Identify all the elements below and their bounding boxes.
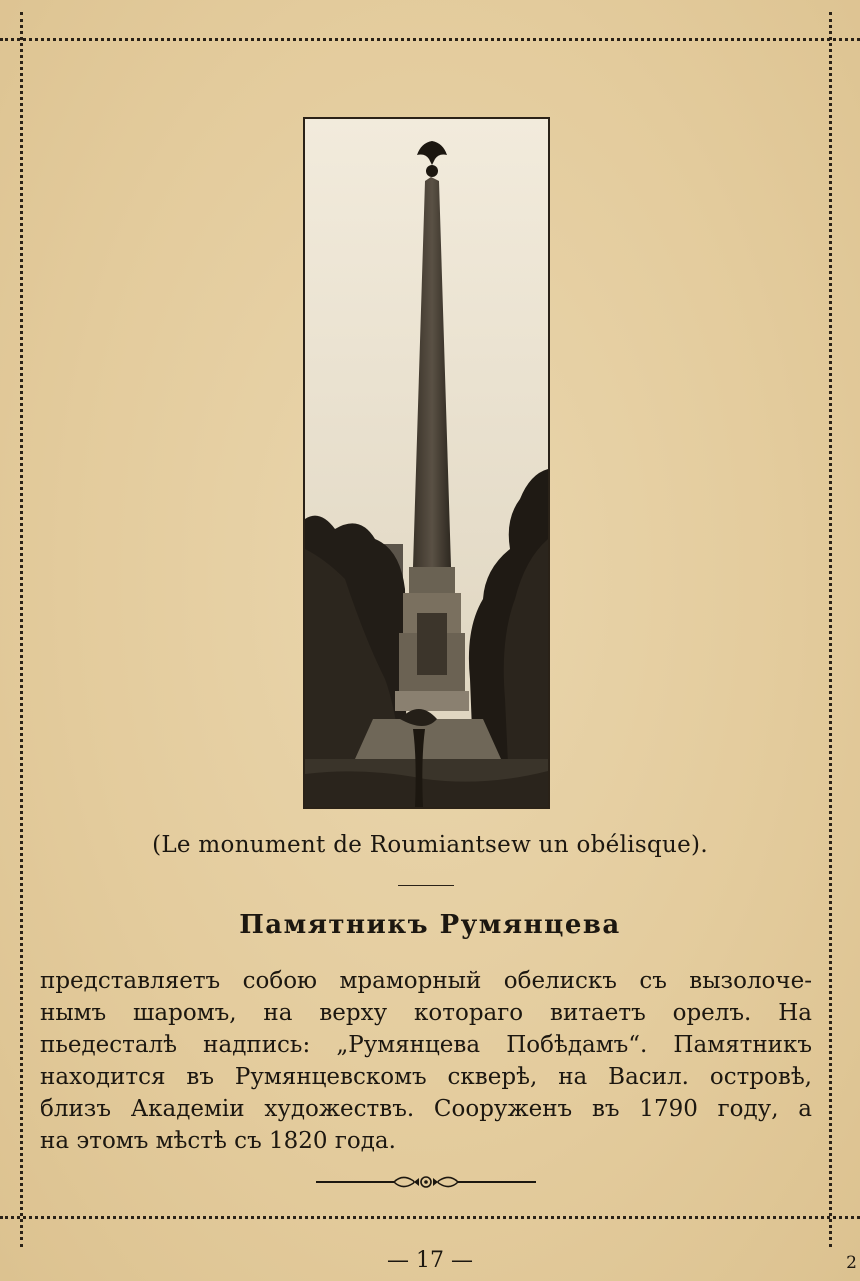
photo-caption: (Le monument de Roumiantsew un obélisque). xyxy=(152,832,708,858)
page-number: — 17 — xyxy=(387,1248,473,1273)
body-line: пьедесталѣ надпись: „Румянцева Побѣдамъ“. Памятникъ xyxy=(40,1032,812,1058)
body-line: на этомъ мѣстѣ съ 1820 года. xyxy=(40,1128,396,1154)
body-line: находится въ Румянцевскомъ скверѣ, на Васил. островѣ, xyxy=(40,1064,812,1090)
article-body xyxy=(40,965,812,1157)
edge-page-number: 2 xyxy=(846,1253,857,1273)
obelisk-photo xyxy=(303,117,550,809)
right-dotted-border xyxy=(829,12,832,1247)
body-line: близъ Академiи художествъ. Сооруженъ въ 1790 году, а xyxy=(40,1096,812,1122)
body-line: нымъ шаромъ, на верху котораго витаетъ орелъ. На xyxy=(40,1000,812,1026)
top-dotted-border xyxy=(0,38,860,41)
article-heading: Памятникъ Румянцева xyxy=(239,910,621,940)
obelisk-monument-photo xyxy=(305,119,548,807)
decorative-divider-icon xyxy=(316,1170,536,1194)
caption-divider xyxy=(398,885,454,886)
body-line: представляетъ собою мраморный обелискъ съ вызолоче- xyxy=(40,968,812,994)
bottom-dotted-border xyxy=(0,1216,860,1219)
left-dotted-border xyxy=(20,12,23,1247)
